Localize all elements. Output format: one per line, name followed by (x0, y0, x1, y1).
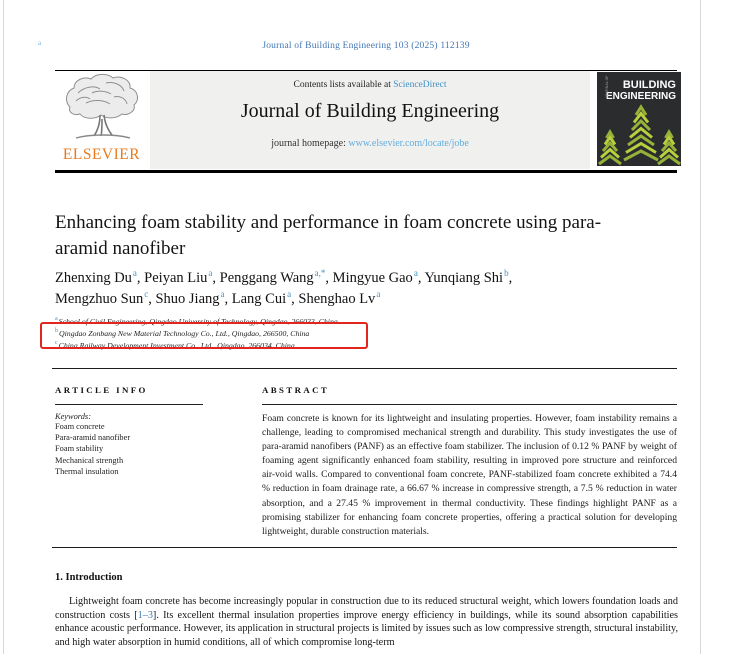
introduction-paragraph (55, 595, 678, 650)
keyword-item: Para-aramid nanofiber (55, 433, 131, 443)
author-name[interactable]: Lang Cui$^a$, (231, 289, 295, 307)
banner-bottom-divider (55, 170, 677, 173)
abstract-heading: ABSTRACT (262, 385, 677, 405)
author-superscript[interactable]: a (287, 289, 292, 300)
article-title: Enhancing foam stability and performance in foam concrete using para-aramid nanofiber (55, 212, 602, 259)
article-info-heading: ARTICLE INFO (55, 385, 203, 405)
affiliation-line-b: $^b$Qingdao Zonbang New Material Technology Co., Ltd., Qingdao, 266500, China (55, 328, 310, 338)
author-name[interactable]: Penggang Wang$^{a,*}$, (219, 268, 330, 286)
contents-list-line (150, 80, 590, 90)
keyword-item: Thermal insulation (55, 466, 119, 476)
keyword-item: Mechanical strength (55, 455, 124, 465)
author-superscript[interactable]: a (220, 289, 225, 300)
sciencedirect-link[interactable]: ScienceDirect (393, 80, 447, 90)
affiliation-line-a: $^a$School of Civil Engineering, Qingdao University of Technology, Qingdao, 266033, China (55, 316, 338, 326)
affiliations-block (55, 316, 655, 351)
intro-text: ]. Its excellent thermal insulation properties improve energy efficiency in buildings, while its sound absorption capabilities enhance acoustic performance. However, its application in structural projects is limited by issues such as low compressive strength, structural instability, and high water absorption in humid conditions, all of which compromise long-term (55, 609, 678, 649)
author-name[interactable]: Peiyan Liu$^a$, (144, 268, 217, 286)
abstract-column (262, 385, 677, 539)
keywords-label: Keywords: (55, 412, 91, 421)
svg-text:JOURNAL OF: JOURNAL OF (605, 75, 609, 98)
author-superscript[interactable]: b (504, 268, 509, 279)
introduction-heading: 1. Introduction (55, 572, 123, 583)
page-right-edge (700, 0, 701, 654)
author-name[interactable]: Shenghao Lv$^a$ (298, 289, 381, 307)
author-superscript[interactable]: a (132, 268, 137, 279)
article-info-column (55, 385, 203, 477)
journal-citation-header: Journal of Building Engineering 103 (2025) 112139 (262, 41, 470, 51)
elsevier-tree-icon (56, 130, 148, 147)
author-name[interactable]: Shuo Jiang$^a$, (155, 289, 229, 307)
affiliation-line-c: $^c$China Railway Development Investment Co., Ltd., Qingdao, 266034, China (55, 340, 295, 350)
elsevier-logo[interactable] (54, 73, 149, 164)
section-divider (52, 368, 677, 369)
keyword-item: Foam concrete (55, 422, 105, 431)
svg-text:BUILDING: BUILDING (622, 79, 676, 91)
author-superscript[interactable]: a (208, 268, 213, 279)
cover-trees-icon (597, 75, 681, 170)
author-superscript[interactable]: c (144, 289, 149, 300)
author-name[interactable]: Mingyue Gao$^a$, (332, 268, 422, 286)
author-superscript[interactable]: a (376, 289, 381, 300)
authors-line (55, 268, 665, 310)
contents-prefix: Contents lists available at (293, 80, 394, 90)
homepage-prefix: journal homepage: (271, 138, 349, 149)
intro-text: Lightweight foam concrete has become increasingly popular in construction due to its reduced structural weight, which lowers foundation loads and construction costs [ (55, 596, 678, 621)
author-superscript[interactable]: a (413, 268, 418, 279)
author-superscript[interactable]: a,* (314, 268, 326, 279)
journal-cover-thumbnail[interactable] (597, 72, 681, 166)
citation-link[interactable]: 1–3 (137, 609, 153, 621)
stray-annotation-mark: a (38, 39, 42, 47)
author-name[interactable]: Mengzhuo Sun$^c$, (55, 289, 152, 307)
page-left-edge (3, 0, 4, 654)
svg-text:ENGINEERING: ENGINEERING (605, 91, 676, 102)
keyword-item: Foam stability (55, 444, 104, 454)
author-name[interactable]: Zhenxing Du$^a$, (55, 268, 141, 286)
homepage-line (150, 138, 590, 149)
author-name[interactable]: Yunqiang Shi$^b$, (424, 268, 513, 286)
abstract-bottom-divider (52, 547, 677, 548)
homepage-link[interactable]: www.elsevier.com/locate/jobe (348, 138, 469, 149)
abstract-text: Foam concrete is known for its lightweight and insulating properties. However, foam instability remains a challenge, leading to compromised mechanical strength and durability. This study investigates the use of para-aramid nanofibers (PANF) as an effective foam stabilizer. The inclusion of 0.12 % PANF by weight of foaming agent significantly enhanced foam stability, resulting in improved pore structure and reinforced air-void walls. Compared to conventional foam concrete, PANF-stabilized foam concrete exhibited a 74.4 % reduction in foam drainage rate, a 66.67 % increase in compressive strength, a 7.5 % reduction in water absorption, and a 27.45 % improvement in thermal conductivity. These findings highlight PANF as a promising stabilizer for enhancing foam concrete properties, offering a practical solution for developing lightweight, durable construction materials. (262, 413, 677, 537)
elsevier-wordmark: ELSEVIER (62, 146, 141, 163)
journal-title: Journal of Building Engineering (240, 100, 500, 122)
journal-banner (150, 71, 590, 169)
